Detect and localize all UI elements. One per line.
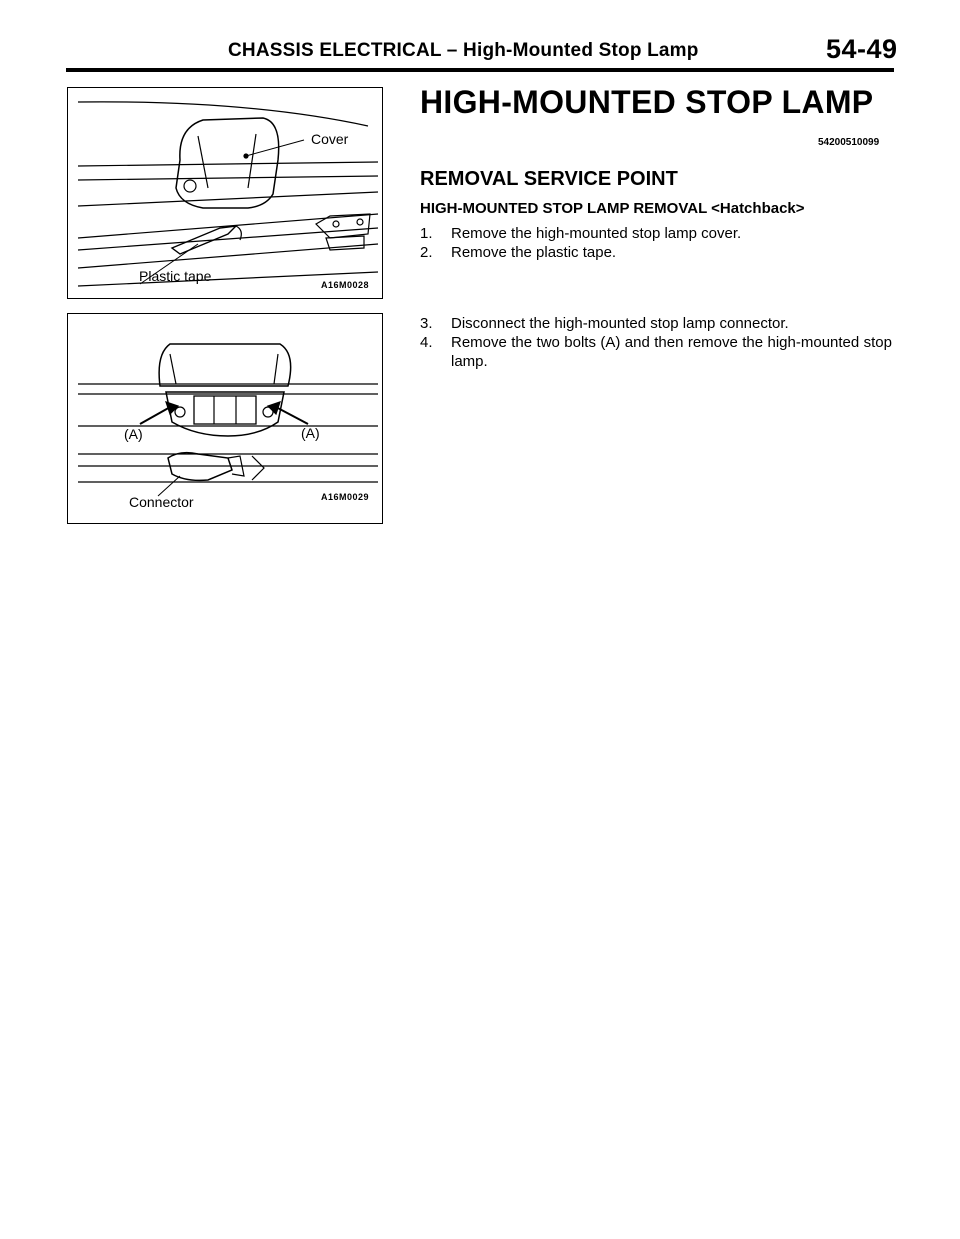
step-number: 2. <box>420 244 433 261</box>
steps-list-cover <box>420 224 890 262</box>
cover-label: Cover <box>311 131 349 147</box>
step-number: 4. <box>420 334 433 351</box>
bolt-a-left-label: (A) <box>124 426 143 442</box>
header-title: CHASSIS ELECTRICAL – High-Mounted Stop Lamp <box>228 40 699 61</box>
step-text: Remove the high-mounted stop lamp cover. <box>451 225 742 242</box>
bolt-a-right-label: (A) <box>301 425 320 441</box>
step-text: Disconnect the high-mounted stop lamp connector. <box>451 315 789 332</box>
step-number: 3. <box>420 315 433 332</box>
page-number: 54-49 <box>826 34 898 64</box>
step-number: 1. <box>420 225 433 242</box>
list-item <box>420 333 892 371</box>
steps-list-lamp <box>420 314 892 371</box>
section-title: HIGH-MOUNTED STOP LAMP <box>420 84 874 120</box>
subsection-title: REMOVAL SERVICE POINT <box>420 168 678 190</box>
figure-code: A16M0028 <box>321 280 370 290</box>
procedure-title: HIGH-MOUNTED STOP LAMP REMOVAL <Hatchback> <box>420 200 805 217</box>
list-item <box>420 243 890 262</box>
figure-cover-removal <box>67 87 383 299</box>
cover-illustration <box>68 88 384 300</box>
connector-label: Connector <box>129 494 194 510</box>
list-item <box>420 314 892 333</box>
list-item <box>420 224 890 243</box>
figure-code: A16M0029 <box>321 492 370 502</box>
plastic-tape-label: Plastic tape <box>139 268 212 284</box>
step-text: Remove the plastic tape. <box>451 244 617 261</box>
header-rule <box>66 68 894 72</box>
section-code: 54200510099 <box>818 137 880 148</box>
step-text: Remove the two bolts (A) and then remove the high-mounted stop lamp. <box>451 334 892 370</box>
figure-lamp-removal <box>67 313 383 524</box>
